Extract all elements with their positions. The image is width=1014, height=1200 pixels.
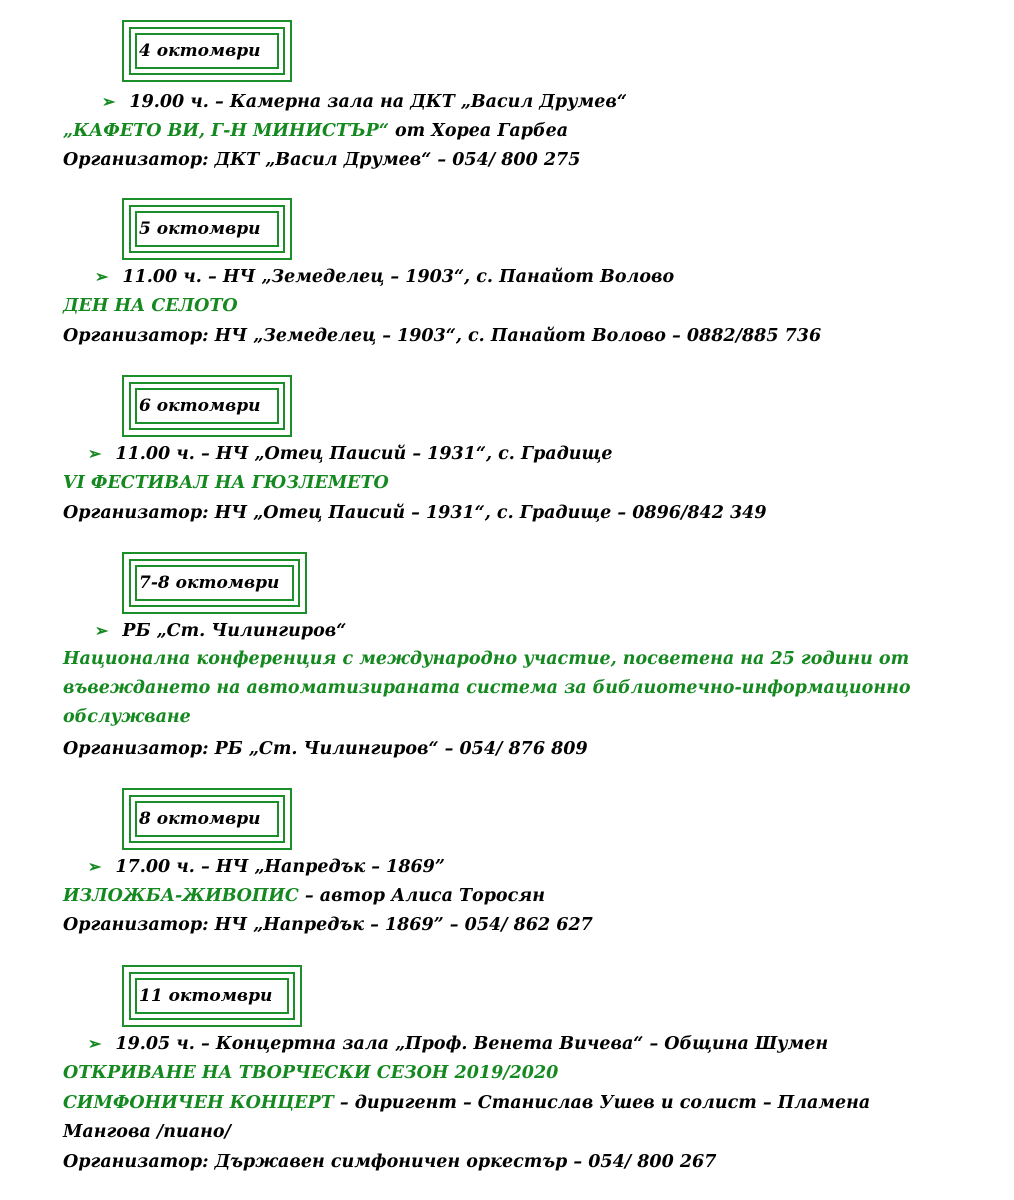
event-title — [63, 885, 974, 907]
date-label: 11 октомври — [135, 978, 289, 1014]
event-title: Национална конференция с международно участие, посветена на 25 години от въвеждането на автоматизираната система за библиотечно-информационно обслужване — [63, 649, 911, 727]
event-organizer: Организатор: Държавен симфоничен оркестър – 054/ 800 267 — [63, 1152, 717, 1172]
event-title: ОТКРИВАНЕ НА ТВОРЧЕСКИ СЕЗОН 2019/2020 — [63, 1063, 559, 1083]
list-item — [88, 443, 613, 465]
date-label: 8 октомври — [135, 801, 279, 837]
date-box — [122, 20, 292, 82]
event-organizer: Организатор: НЧ „Отец Паисий – 1931“, с. Градище – 0896/842 349 — [63, 503, 767, 523]
date-label: 4 октомври — [135, 33, 279, 69]
date-box — [122, 552, 307, 614]
event-time-place: 11.00 ч. – НЧ „Земеделец – 1903“, с. Панайот Волово — [122, 267, 675, 287]
arrow-right-icon: ➢ — [88, 444, 102, 463]
event-title2-suffix: – диригент – Станислав Ушев и солист – Пламена Мангова /пиано/ — [63, 1093, 871, 1142]
event-title-suffix: – автор Алиса Торосян — [298, 886, 545, 906]
event-organizer: Организатор: НЧ „Напредък – 1869” – 054/ 862 627 — [63, 915, 593, 935]
event-title2-main: СИМФОНИЧЕН КОНЦЕРТ — [63, 1093, 334, 1113]
event-organizer: Организатор: НЧ „Земеделец – 1903“, с. Панайот Волово – 0882/885 736 — [63, 326, 822, 346]
arrow-right-icon: ➢ — [95, 621, 109, 640]
list-item — [95, 620, 346, 642]
date-box — [122, 375, 292, 437]
event-title — [63, 120, 974, 142]
date-box — [122, 788, 292, 850]
arrow-right-icon: ➢ — [95, 267, 109, 286]
arrow-right-icon: ➢ — [102, 92, 116, 111]
event-title-2 — [63, 1089, 954, 1147]
date-label: 6 октомври — [135, 388, 279, 424]
event-organizer: Организатор: РБ „Ст. Чилингиров“ – 054/ 876 809 — [63, 739, 588, 759]
event-time-place: РБ „Ст. Чилингиров“ — [122, 621, 347, 641]
event-title-main: ИЗЛОЖБА-ЖИВОПИС — [63, 886, 299, 906]
date-label: 5 октомври — [135, 211, 279, 247]
event-title-main: „КАФЕТО ВИ, Г-Н МИНИСТЪР“ — [63, 121, 389, 141]
event-time-place: 17.00 ч. – НЧ „Напредък – 1869” — [115, 857, 445, 877]
list-item — [88, 856, 445, 878]
list-item — [88, 1033, 828, 1055]
event-time-place: 11.00 ч. – НЧ „Отец Паисий – 1931“, с. Градище — [115, 444, 613, 464]
arrow-right-icon: ➢ — [88, 857, 102, 876]
event-organizer: Организатор: ДКТ „Васил Друмев“ – 054/ 800 275 — [63, 150, 581, 170]
arrow-right-icon: ➢ — [88, 1034, 102, 1053]
date-box — [122, 198, 292, 260]
event-title: VI ФЕСТИВАЛ НА ГЮЗЛЕМЕТО — [63, 473, 389, 493]
event-time-place: 19.05 ч. – Концертна зала „Проф. Венета Вичева“ – Община Шумен — [115, 1034, 829, 1054]
event-title-suffix: от Хореа Гарбеа — [388, 121, 569, 141]
event-time-place: 19.00 ч. – Камерна зала на ДКТ „Васил Друмев“ — [129, 92, 627, 112]
date-label: 7-8 октомври — [135, 565, 294, 601]
list-item — [95, 266, 674, 288]
date-box — [122, 965, 302, 1027]
list-item — [102, 91, 627, 113]
event-title: ДЕН НА СЕЛОТО — [63, 296, 238, 316]
